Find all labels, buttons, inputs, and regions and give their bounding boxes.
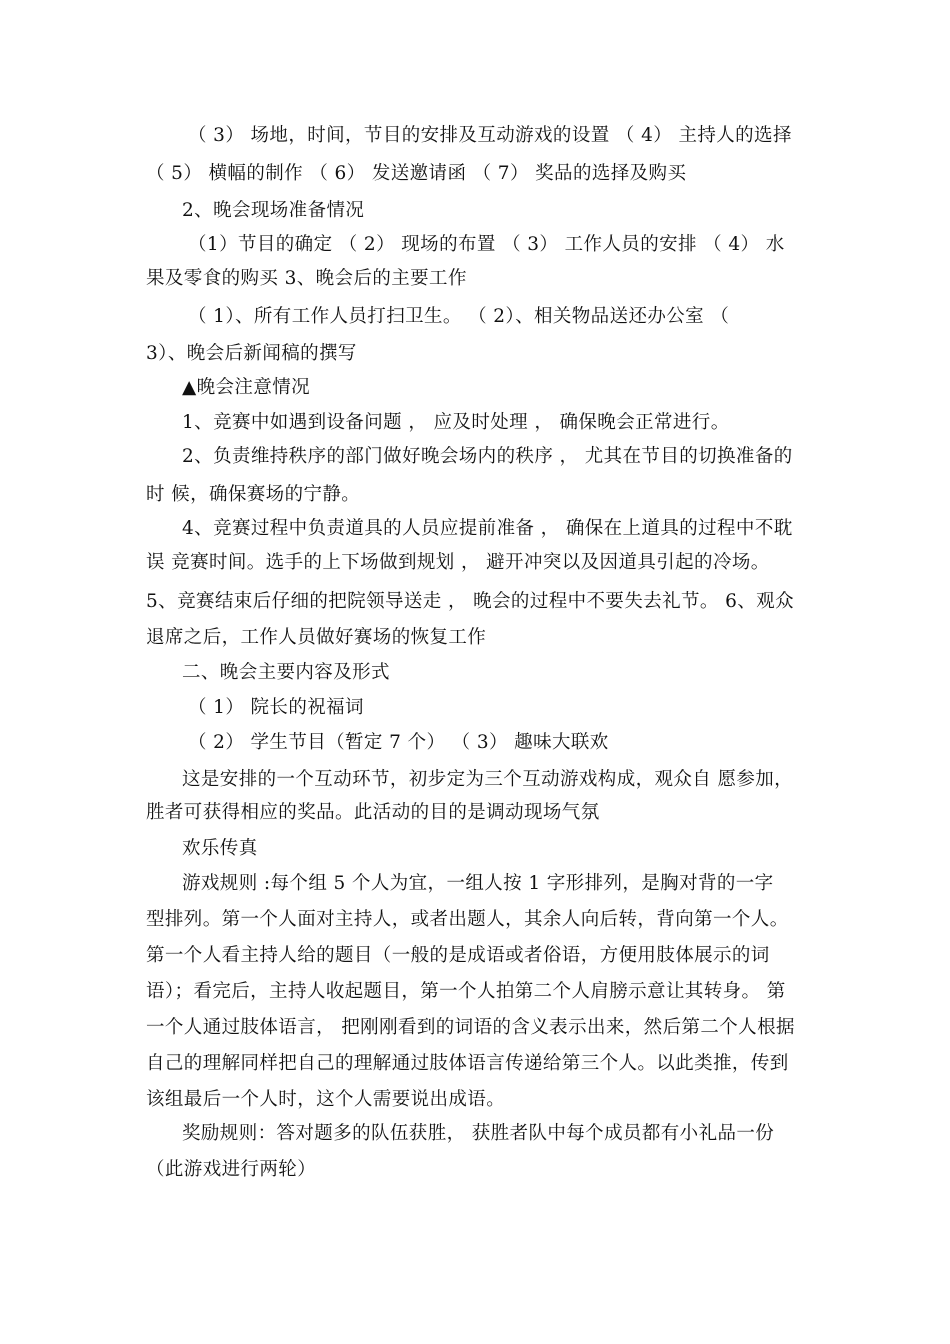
text-line: 游戏规则 :每个组 5 个人为宜，一组人按 1 字形排列，是胸对背的一字 — [182, 873, 774, 894]
text-line: 5、竞赛结束后仔细的把院领导送走 ， 晚会的过程中不要失去礼节。 6、观众 — [146, 591, 794, 612]
text-line: （ 3） 场地，时间，节目的安排及互动游戏的设置 （ 4） 主持人的选择 — [188, 125, 792, 146]
text-line: （ 1） 院长的祝福词 — [188, 697, 364, 718]
text-line: 自己的理解同样把自己的理解通过肢体语言传递给第三个人。以此类推，传到 — [146, 1053, 789, 1074]
text-line: 2、负责维持秩序的部门做好晚会场内的秩序 ， 尤其在节目的切换准备的 — [182, 446, 793, 467]
text-line: （此游戏进行两轮） — [146, 1159, 317, 1180]
text-line: 第一个人看主持人给的题目（一般的是成语或者俗语，方便用肢体展示的词 — [146, 945, 770, 966]
section-heading: ▲晚会注意情况 — [182, 377, 311, 398]
section-heading: 欢乐传真 — [182, 838, 258, 859]
text-line: 胜者可获得相应的奖品。此活动的目的是调动现场气氛 — [146, 802, 600, 823]
text-line: 4、竞赛过程中负责道具的人员应提前准备 ， 确保在上道具的过程中不耽 — [182, 518, 793, 539]
text-line: 奖励规则：答对题多的队伍获胜， 获胜者队中每个成员都有小礼品一份 — [182, 1123, 775, 1144]
text-line: 1、竞赛中如遇到设备问题 ， 应及时处理 ， 确保晚会正常进行。 — [182, 412, 730, 433]
section-heading: 二、晚会主要内容及形式 — [182, 662, 390, 683]
text-line: 果及零食的购买 3、晚会后的主要工作 — [146, 268, 467, 289]
text-line: 该组最后一个人时，这个人需要说出成语。 — [146, 1089, 506, 1110]
text-line: 语）；看完后，主持人收起题目，第一个人拍第二个人肩膀示意让其转身。 第 — [146, 981, 786, 1002]
text-line: （ 1）、所有工作人员打扫卫生。 （ 2）、相关物品送还办公室 （ — [188, 306, 730, 327]
text-line: 退席之后，工作人员做好赛场的恢复工作 — [146, 627, 487, 648]
text-line: 型排列。第一个人面对主持人，或者出题人，其余人向后转，背向第一个人。 — [146, 909, 789, 930]
text-line: 3）、晚会后新闻稿的撰写 — [146, 343, 357, 364]
text-line: 时 候，确保赛场的宁静。 — [146, 484, 361, 505]
text-line: （ 5） 横幅的制作 （ 6） 发送邀请函 （ 7） 奖品的选择及购买 — [146, 163, 687, 184]
text-line: （ 2） 学生节目（暂定 7 个） （ 3） 趣味大联欢 — [188, 732, 609, 753]
section-heading: 2、晚会现场准备情况 — [182, 200, 365, 221]
text-line: 误 竞赛时间。选手的上下场做到规划 ， 避开冲突以及因道具引起的冷场。 — [146, 552, 770, 573]
text-line: 一个人通过肢体语言， 把刚刚看到的词语的含义表示出来，然后第二个人根据 — [146, 1017, 795, 1038]
text-line: （1）节目的确定 （ 2） 现场的布置 （ 3） 工作人员的安排 （ 4） 水 — [188, 234, 785, 255]
text-line: 这是安排的一个互动环节，初步定为三个互动游戏构成，观众自 愿参加， — [182, 769, 794, 790]
